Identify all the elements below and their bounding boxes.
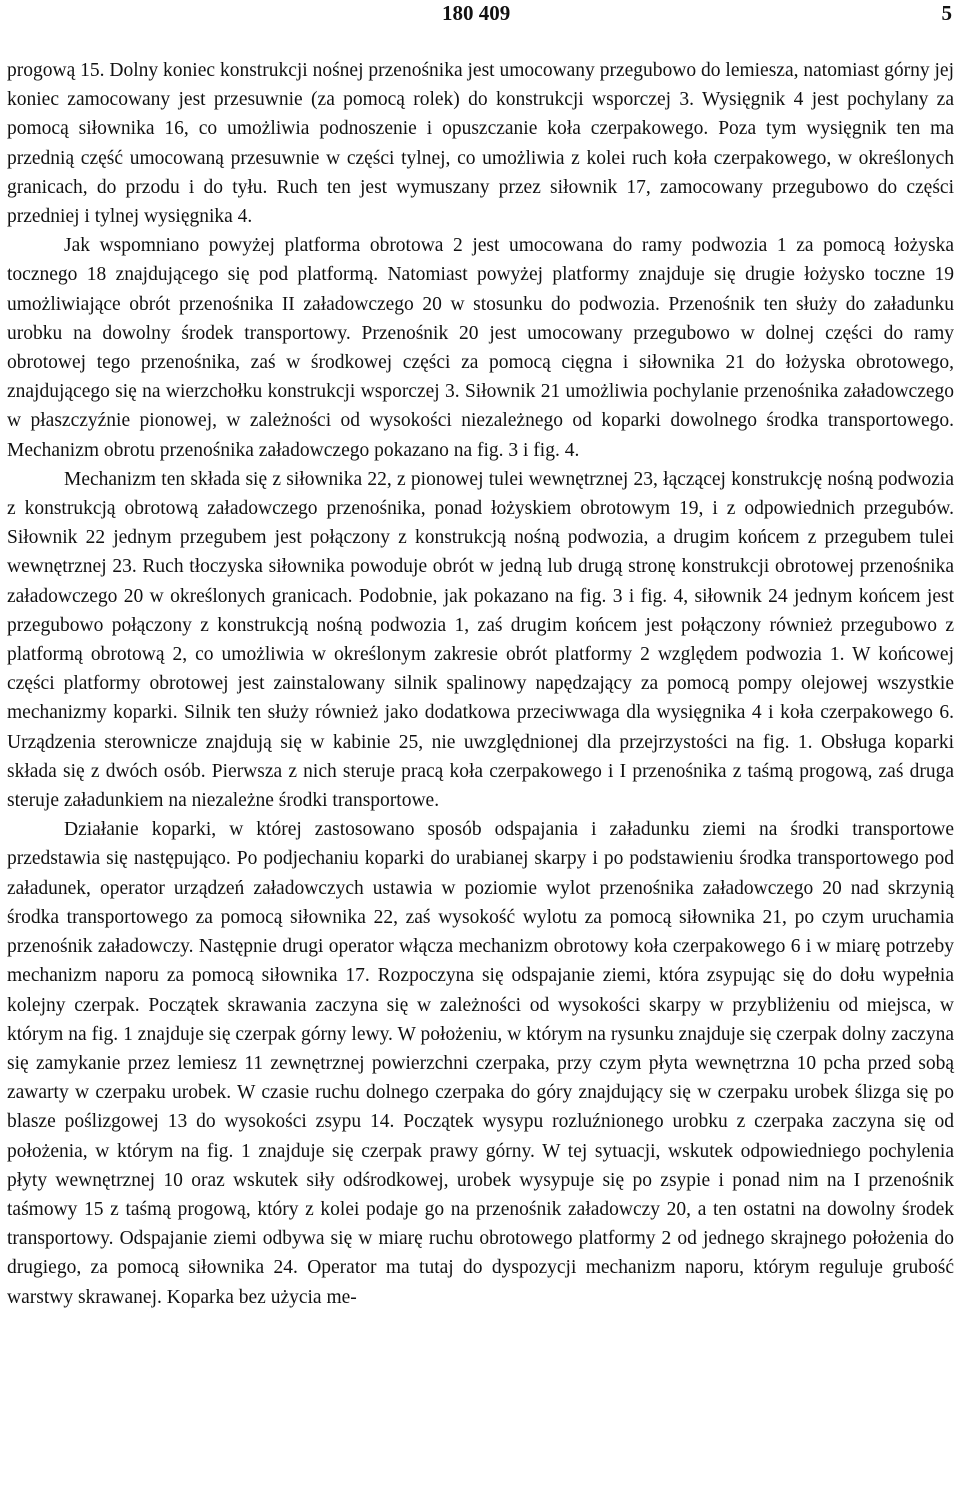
page-number: 5 <box>941 1 952 25</box>
patent-number: 180 409 <box>442 1 511 25</box>
paragraph-3: Mechanizm ten składa się z siłownika 22, z pionowej tulei wewnętrznej 23, łączącej konstrukcję nośną podwozia z konstrukcją obrotową załadowczego przenośnika, ponad łożyskiem obrotowym 19, i z odpowiednich przegubów. Siłownik 22 jednym przegubem jest połączony z konstrukcją nośną podwozia, a drugim końcem z przegubem tulei wewnętrznej 23. Ruch tłoczyska siłownika powoduje obrót w jedną lub drugą stronę konstrukcji obrotowej przenośnika załadowczego 20 w określonych granicach. Podobnie, jak pokazano na fig. 3 i fig. 4, siłownik 24 jednym końcem jest przegubowo połączony z konstrukcją nośną podwozia 1, zaś drugim końcem jest połączony również przegubowo z platformą obrotową 2, co umożliwia w określonym zakresie obrót platformy 2 względem podwozia 1. W końcowej części platformy obrotowej jest zainstalowany silnik spalinowy napędzający za pomocą pompy olejowej wszystkie mechanizmy koparki. Silnik ten służy również jako dodatkowa przeciwwaga dla wysięgnika 4 i koła czerpakowego 6. Urządzenia sterownicze znajdują się w kabinie 25, nie uwzględnionej dla przejrzystości na fig. 1. Obsługa koparki składa się z dwóch osób. Pierwsza z nich steruje pracą koła czerpakowego i I przenośnika z taśmą progową, zaś druga steruje załadunkiem na niezależne środki transportowe. <box>7 468 954 812</box>
body-text <box>7 56 954 1312</box>
paragraph-2: Jak wspomniano powyżej platforma obrotowa 2 jest umocowana do ramy podwozia 1 za pomocą łożyska tocznego 18 znajdującego się pod platformą. Natomiast powyżej platformy znajduje się drugie łożysko toczne 19 umożliwiające obrót przenośnika II załadowczego 20 w stosunku do podwozia. Przenośnik ten służy do załadunku urobku na dowolny środek transportowy. Przenośnik 20 jest umocowany przegubowo w dolnej części do ramy obrotowej tego przenośnika, zaś w środkowej części za pomocą cięgna i siłownika 21 do łożyska obrotowego, znajdującego się na wierzchołku konstrukcji wsporczej 3. Siłownik 21 umożliwia pochylanie przenośnika załadowczego w płaszczyźnie pionowej, w zależności od wysokości niezależnego od koparki dowolnego środka transportowego. Mechanizm obrotu przenośnika załadowczego pokazano na fig. 3 i fig. 4. <box>7 235 954 461</box>
page-header <box>0 0 960 28</box>
paragraph-1: progową 15. Dolny koniec konstrukcji nośnej przenośnika jest umocowany przegubowo do lemiesza, natomiast górny jej koniec zamocowany jest przesuwnie (za pomocą rolek) do konstrukcji wsporczej 3. Wysięgnik 4 jest pochylany za pomocą siłownika 16, co umożliwia podnoszenie i opuszczanie koła czerpakowego. Poza tym wysięgnik ten ma przednią część umocowaną przesuwnie w części tylnej, co umożliwia z kolei ruch koła czerpakowego, w określonych granicach, do przodu i do tyłu. Ruch ten jest wymuszany przez siłownik 17, zamocowany przegubowo do części przedniej i tylnej wysięgnika 4. <box>7 60 954 228</box>
paragraph-4: Działanie koparki, w której zastosowano sposób odspajania i załadunku ziemi na środki transportowe przedstawia się następująco. Po podjechaniu koparki do urabianej skarpy i po podstawieniu środka transportowego pod załadunek, operator urządzeń załadowczych ustawia w poziomie wylot przenośnika załadowczego 20 nad skrzynią środka transportowego za pomocą siłownika 22, zaś wysokość wylotu za pomocą siłownika 21, po czym uruchamia przenośnik załadowczy. Następnie drugi operator włącza mechanizm obrotowy koła czerpakowego 6 i w miarę potrzeby mechanizm naporu za pomocą siłownika 17. Rozpoczyna się odspajanie ziemi, która zsypując się do dołu wypełnia kolejny czerpak. Początek skrawania zaczyna się w zależności od wysokości skarpy w przybliżeniu od miejsca, w którym na fig. 1 znajduje się czerpak górny lewy. W położeniu, w którym na rysunku znajduje się czerpak dolny zaczyna się zamykanie przez lemiesz 11 zewnętrznej powierzchni czerpaka, przy czym płyta wewnętrzna 10 pcha przed sobą zawarty w czerpaku urobek. W czasie ruchu dolnego czerpaka do góry znajdujący się w czerpaku urobek ślizga się po blasze poślizgowej 13 do wysokości zsypu 14. Początek wysypu rozluźnionego urobku z czerpaka zaczyna się od położenia, w którym na fig. 1 znajduje się czerpak prawy górny. W tej sytuacji, wskutek odpowiedniego pochylenia płyty wewnętrznej 10 oraz wskutek siły odśrodkowej, urobek wysypuje się po zsypie i ponad nim na I przenośnik taśmowy 15 z taśmą progową, który z kolei podaje go na przenośnik załadowczy 20, a ten ostatni na dowolny środek transportowy. Odspajanie ziemi odbywa się w miarę ruchu obrotowego platformy 2 od jednego skrajnego położenia do drugiego, za pomocą siłownika 24. Operator ma tutaj do dyspozycji mechanizm naporu, którym reguluje grubość warstwy skrawanej. Koparka bez użycia me- <box>7 819 954 1308</box>
